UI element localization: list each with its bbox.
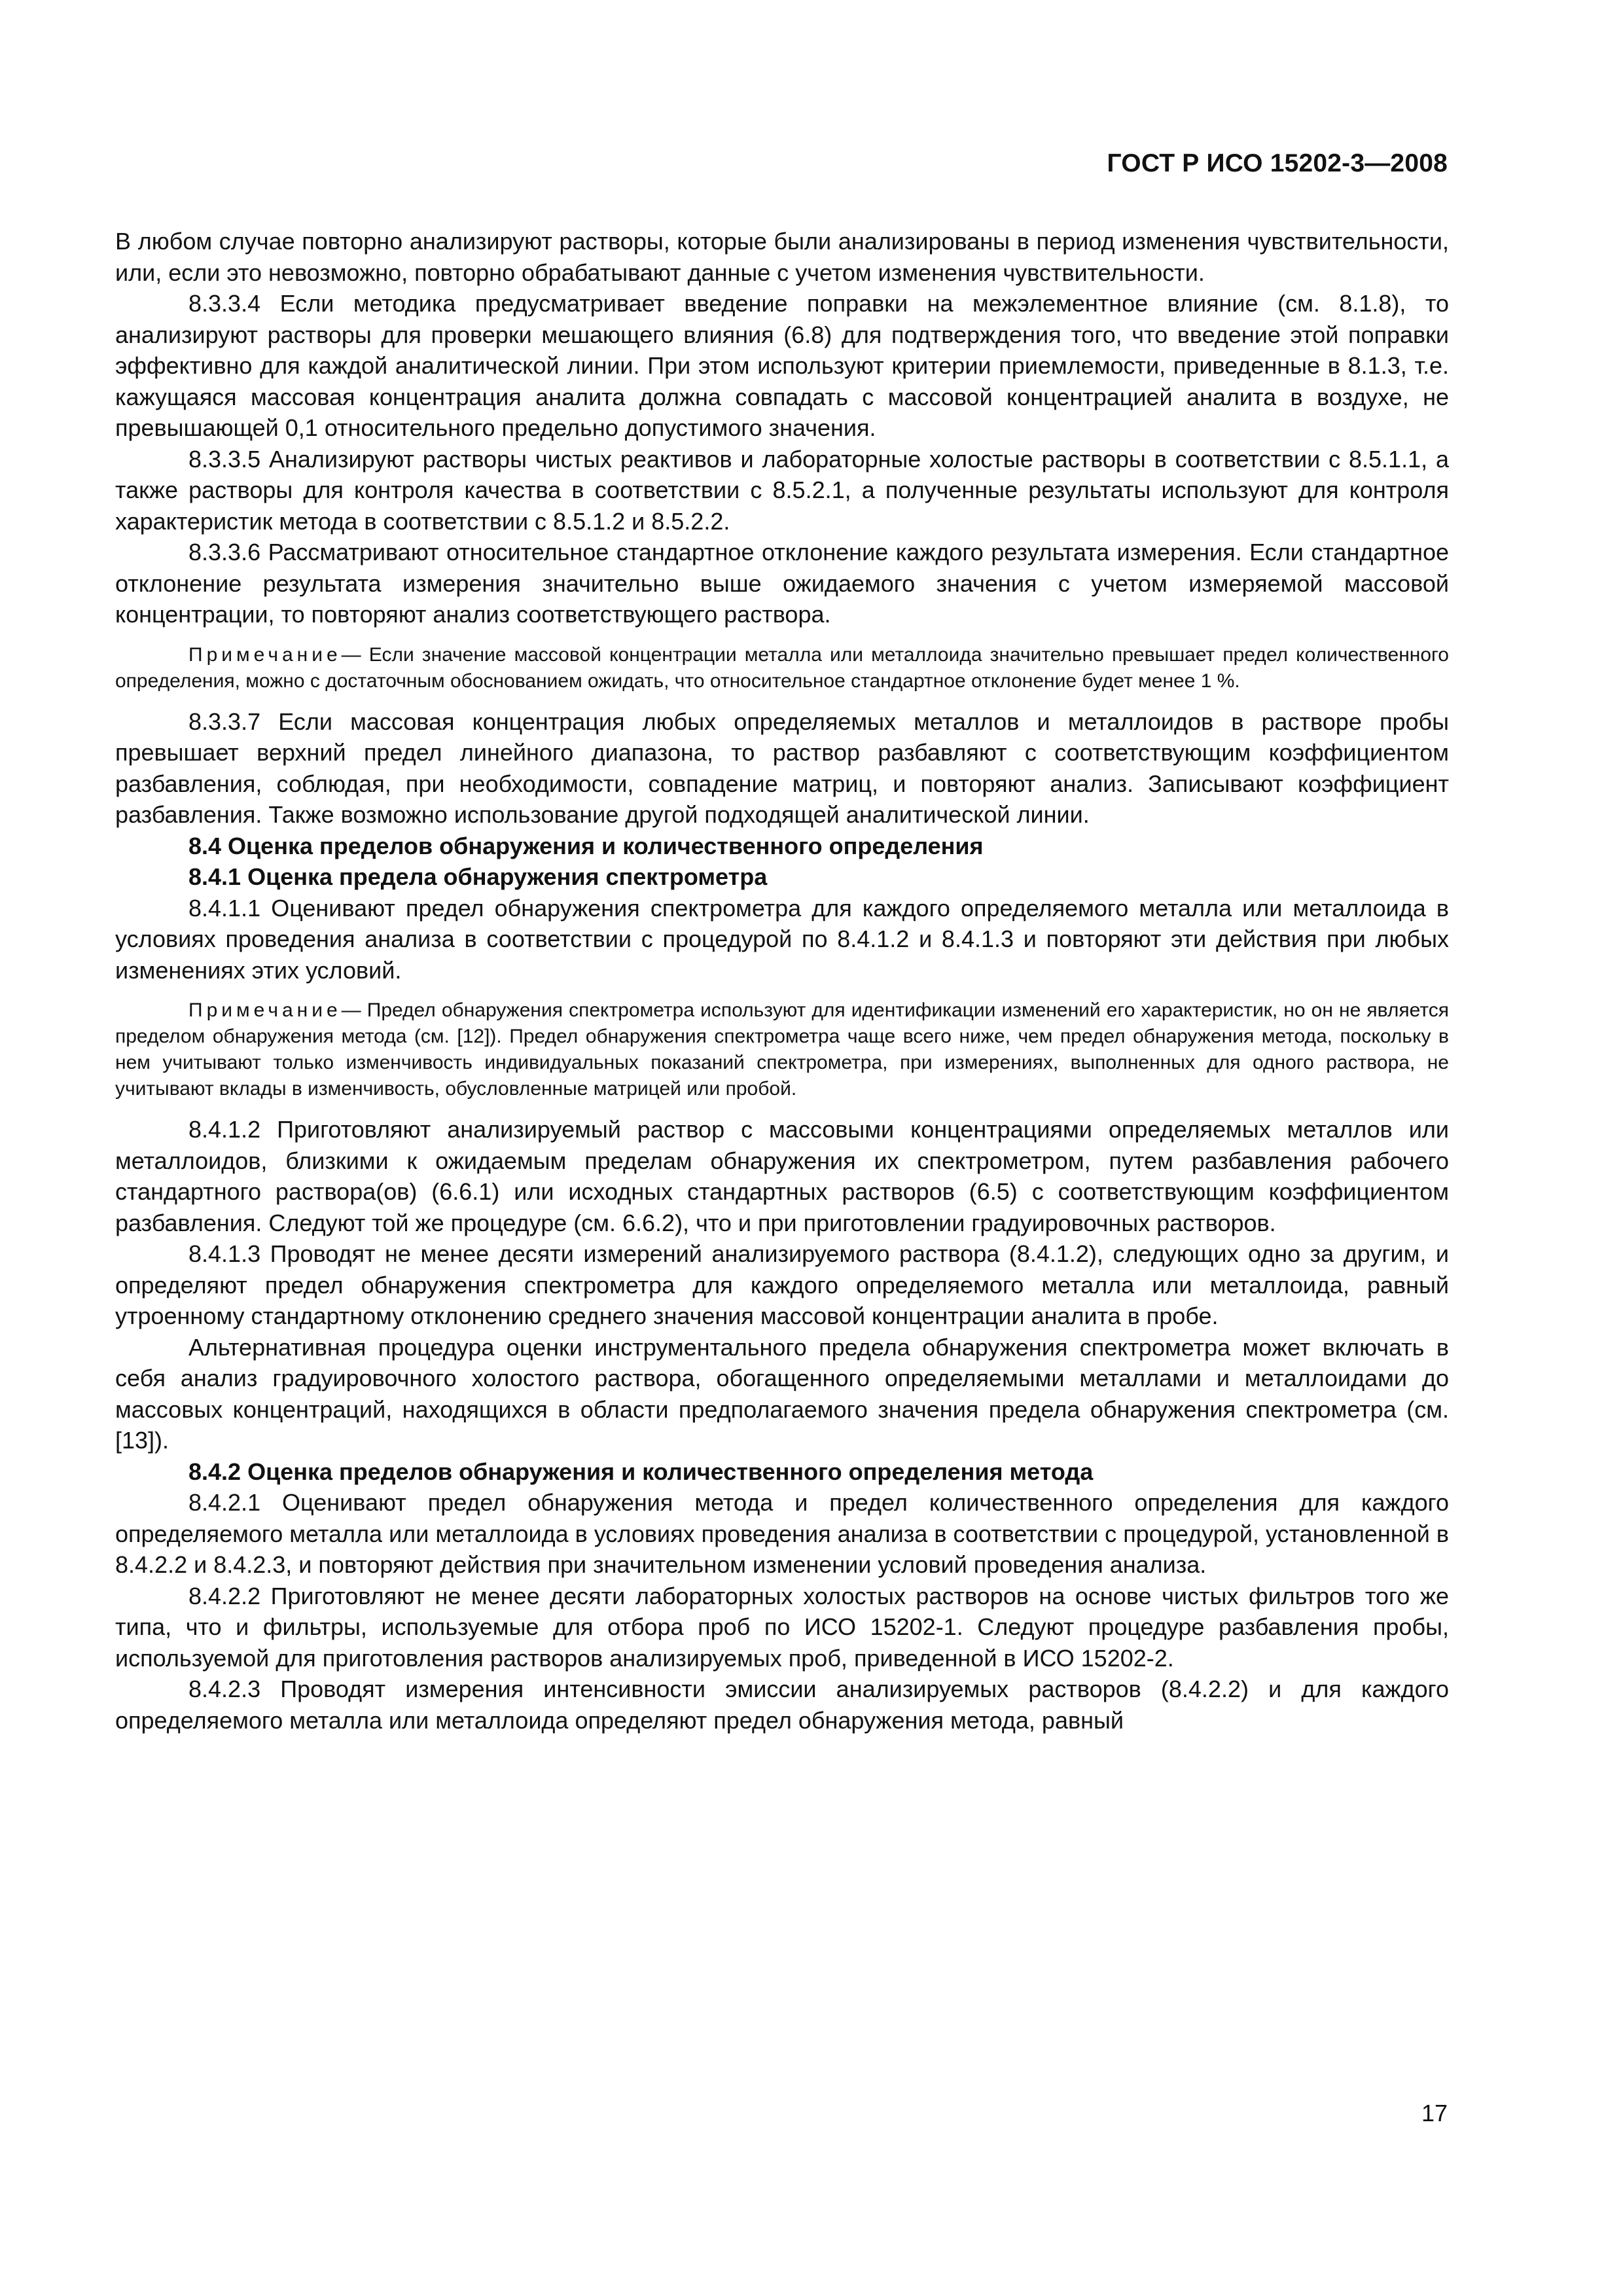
body-text [115,226,1449,1736]
standard-code-header: ГОСТ Р ИСО 15202-3—2008 [1107,149,1448,177]
note-label: Примечание [188,643,342,666]
paragraph-8-4-2-1: 8.4.2.1 Оценивают предел обнаружения метода и предел количественного определения для каждого определяемого металла или металлоида в условиях проведения анализа в соответствии с процедурой, установленной в 8.4.2.2 и 8.4.2.3, и повторяют действия при значительном изменении условий проведения анализа. [115,1489,1449,1578]
paragraph-8-4-1-3: 8.4.1.3 Проводят не менее десяти измерений анализируемого раствора (8.4.1.2), следующих одно за другим, и определяют предел обнаружения спектрометра для каждого определяемого металла или металлоида, равный утроенному стандартному отклонению среднего значения массовой концентрации аналита в пробе. [115,1240,1449,1329]
note-2 [115,997,1449,1102]
paragraph-8-4-2-3: 8.4.2.3 Проводят измерения интенсивности эмиссии анализируемых растворов (8.4.2.2) и для каждого определяемого металла или металлоида определяют предел обнаружения метода, равный [115,1676,1449,1734]
note-1 [115,642,1449,694]
section-heading-8-4-2: 8.4.2 Оценка пределов обнаружения и количественного определения метода [188,1458,1094,1485]
section-heading-8-4: 8.4 Оценка пределов обнаружения и количественного определения [188,832,984,859]
paragraph-8-3-3-4: 8.3.3.4 Если методика предусматривает введение поправки на межэлементное влияние (см. 8.1.8), то анализируют растворы для проверки мешающего влияния (6.8) для подтверждения того, что введение этой поправки эффективно для каждой аналитической линии. При этом используют критерии приемлемости, приведенные в 8.1.3, т.е. кажущаяся массовая концентрация аналита должна совпадать с массовой концентрацией аналита в воздухе, не превышающей 0,1 относительного предельно допустимого значения. [115,290,1449,441]
page-number: 17 [1421,2100,1448,2126]
paragraph-8-3-3-6: 8.3.3.6 Рассматривают относительное стандартное отклонение каждого результата измерения. Если стандартное отклонение результата измерения значительно выше ожидаемого значения с учетом измеряемой массовой концентрации, то повторяют анализ соответствующего раствора. [115,539,1449,628]
note-1-text: — Если значение массовой концентрации металла или металлоида значительно превышает предел количественного определения, можно с достаточным обоснованием ожидать, что относительное стандартное отклонение будет менее 1 %. [115,643,1449,692]
paragraph-8-4-1-1: 8.4.1.1 Оценивают предел обнаружения спектрометра для каждого определяемого металла или металлоида в условиях проведения анализа в соответствии с процедурой по 8.4.1.2 и 8.4.1.3 и повторяют эти действия при любых изменениях этих условий. [115,894,1449,984]
paragraph: В любом случае повторно анализируют растворы, которые были анализированы в период изменения чувствительности, или, если это невозможно, повторно обрабатывают данные с учетом изменения чувствительности. [115,228,1449,286]
paragraph-alternative-procedure: Альтернативная процедура оценки инструментального предела обнаружения спектрометра может включать в себя анализ градуировочного холостого раствора, обогащенного определяемыми металлами и металлоидами до массовых концентраций, находящихся в области предполагаемого значения предела обнаружения спектрометра (см. [13]). [115,1333,1449,1454]
paragraph-8-4-1-2: 8.4.1.2 Приготовляют анализируемый раствор с массовыми концентрациями определяемых металлов или металлоидов, близкими к ожидаемым пределам обнаружения их спектрометром, путем разбавления рабочего стандартного раствора(ов) (6.6.1) или исходных стандартных растворов (6.5) с соответствующим коэффициентом разбавления. Следуют той же процедуре (см. 6.6.2), что и при приготовлении градуировочных растворов. [115,1116,1449,1236]
paragraph-8-3-3-5: 8.3.3.5 Анализируют растворы чистых реактивов и лабораторные холостые растворы в соответствии с 8.5.1.1, а также растворы для контроля качества в соответствии с 8.5.2.1, а полученные результаты используют для контроля характеристик метода в соответствии с 8.5.1.2 и 8.5.2.2. [115,445,1449,535]
note-label: Примечание [188,999,342,1021]
section-heading-8-4-1: 8.4.1 Оценка предела обнаружения спектрометра [188,863,768,890]
paragraph-8-4-2-2: 8.4.2.2 Приготовляют не менее десяти лабораторных холостых растворов на основе чистых фильтров того же типа, что и фильтры, используемые для отбора проб по ИСО 15202-1. Следуют процедуре разбавления пробы, используемой для приготовления растворов анализируемых проб, приведенной в ИСО 15202-2. [115,1582,1449,1672]
note-2-text: — Предел обнаружения спектрометра используют для идентификации изменений его характеристик, но он не является пределом обнаружения метода (см. [12]). Предел обнаружения спектрометра чаще всего ниже, чем предел обнаружения метода, поскольку в нем учитывают только изменчивость индивидуальных показаний спектрометра, при измерениях, выполненных для одного раствора, не учитывают вклады в изменчивость, обусловленные матрицей или пробой. [115,999,1449,1100]
paragraph-8-3-3-7: 8.3.3.7 Если массовая концентрация любых определяемых металлов и металлоидов в растворе пробы превышает верхний предел линейного диапазона, то раствор разбавляют с соответствующим коэффициентом разбавления, соблюдая, при необходимости, совпадение матриц, и повторяют анализ. Записывают коэффициент разбавления. Также возможно использование другой подходящей аналитической линии. [115,708,1449,828]
